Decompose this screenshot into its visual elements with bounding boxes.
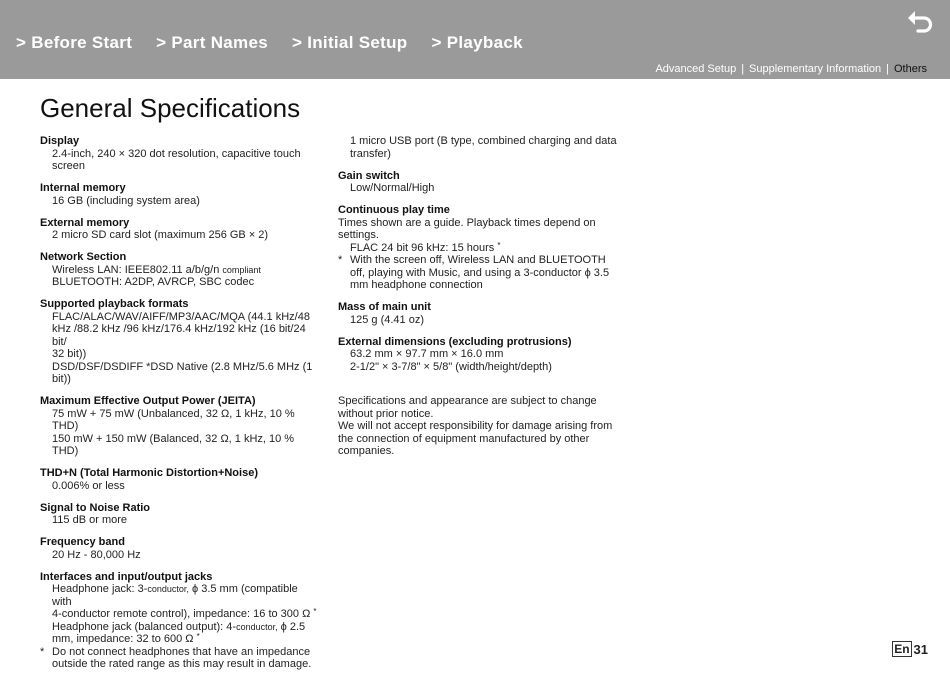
spec-title: Mass of main unit <box>338 301 431 313</box>
spec-title: Display <box>40 135 80 147</box>
spec-line <box>338 242 623 255</box>
notice-line: companies. <box>338 445 395 457</box>
spec-line: 2.4-inch, 240 × 320 dot resolution, capacitive touch <box>52 147 301 160</box>
spec-line: 150 mW + 150 mW (Balanced, 32 Ω, 1 kHz, 10 % THD) <box>52 432 295 457</box>
nav-playback[interactable]: > Playback <box>431 33 523 52</box>
page-number <box>892 641 928 657</box>
spec-interfaces <box>40 571 320 671</box>
spec-line: 20 Hz - 80,000 Hz <box>52 548 141 561</box>
spec-line: 125 g (4.41 oz) <box>350 313 424 326</box>
spec-title: Signal to Noise Ratio <box>40 501 151 514</box>
subnav-separator: | <box>741 63 745 75</box>
spec-external-memory <box>40 217 320 242</box>
spec-text: Headphone jack: 3- <box>52 583 148 595</box>
spec-line: transfer) <box>350 147 391 160</box>
spec-text: ϕ 2.5 <box>277 620 306 633</box>
spec-line: 63.2 mm × 97.7 mm × 16.0 mm <box>350 348 504 360</box>
section-nav <box>16 33 523 53</box>
spec-text: Headphone jack (balanced output): 4- <box>52 620 237 633</box>
spec-thd <box>40 467 320 492</box>
footnote-marker: * <box>338 254 343 266</box>
page-number-value: 31 <box>913 641 928 657</box>
spec-text: 4-conductor remote control), impedance: 16 to 300 Ω <box>52 608 314 620</box>
spec-text: Wireless LAN: IEEE802.11 a/b/g/n <box>52 263 223 276</box>
spec-text-small: compliant <box>222 264 261 275</box>
page-title: General Specifications <box>40 93 301 123</box>
footnote-marker: * <box>497 240 501 250</box>
spec-mass <box>338 301 623 326</box>
spec-text: mm, impedance: 32 to 600 Ω <box>52 633 197 645</box>
spec-title: Supported playback formats <box>40 298 189 310</box>
spec-line: 1 micro USB port (B type, combined charging and data <box>350 135 617 147</box>
spec-line <box>40 608 320 621</box>
spec-title: External memory <box>40 216 130 229</box>
spec-output-power <box>40 395 320 458</box>
notice-line: Specifications and appearance are subject to change <box>338 395 597 407</box>
spec-gain-switch <box>338 170 623 195</box>
spec-usb-port <box>338 135 623 160</box>
spec-line: kHz /88.2 kHz /96 kHz/176.4 kHz/192 kHz (16 bit/24 bit/ <box>52 323 306 348</box>
notice-line: the connection of equipment manufactured by other <box>338 432 590 445</box>
spec-text-small: conductor, <box>147 584 189 594</box>
spec-title: External dimensions (excluding protrusions) <box>338 335 572 348</box>
subnav-supplementary-information[interactable]: Supplementary Information <box>749 63 882 75</box>
notice-line: without prior notice. <box>338 407 434 420</box>
spec-display <box>40 135 320 173</box>
spec-line: bit)) <box>52 373 71 385</box>
spec-title: Frequency band <box>40 536 125 548</box>
spec-frequency-band <box>40 536 320 561</box>
spec-title: THD+N (Total Harmonic Distortion+Noise) <box>40 467 258 479</box>
spec-title: Continuous play time <box>338 204 450 216</box>
spec-line: 0.006% or less <box>52 479 125 492</box>
spec-line: 2 micro SD card slot (maximum 256 GB × 2) <box>52 229 269 241</box>
spec-title: Gain switch <box>338 169 400 182</box>
spec-line <box>40 264 320 277</box>
top-navigation-bar <box>0 0 950 79</box>
spec-line: 115 dB or more <box>52 514 128 526</box>
back-arrow-icon <box>906 8 936 38</box>
spec-line: 75 mW + 75 mW (Unbalanced, 32 Ω, 1 kHz, 10 % THD) <box>52 407 295 432</box>
notice-line: We will not accept responsibility for damage arising from <box>338 420 613 432</box>
nav-before-start[interactable]: > Before Start <box>16 33 133 52</box>
spec-line: FLAC/ALAC/WAV/AIFF/MP3/AAC/MQA (44.1 kHz/48 <box>52 310 310 323</box>
spec-title: Interfaces and input/output jacks <box>40 570 213 583</box>
language-badge: En <box>894 642 910 656</box>
spec-line <box>40 621 320 634</box>
subnav-advanced-setup[interactable]: Advanced Setup <box>655 63 737 75</box>
spec-line: 2-1/2" × 3-7/8" × 5/8" (width/height/depth) <box>350 360 552 373</box>
subnav-separator: | <box>886 63 889 75</box>
footnote-text: With the screen off, Wireless LAN and BLUETOOTH off, playing with Music, and using a 3-conductor ϕ 3.5 mm headphone connection <box>350 254 610 291</box>
sub-navigation <box>655 63 927 75</box>
spec-title: Internal memory <box>40 182 126 194</box>
footnote-marker: * <box>313 607 317 616</box>
back-button[interactable] <box>906 8 936 38</box>
spec-snr <box>40 502 320 527</box>
footnote <box>338 254 623 292</box>
nav-part-names[interactable]: > Part Names <box>156 33 268 52</box>
spec-line: 16 GB (including system area) <box>52 194 200 207</box>
specs-right-column <box>338 135 623 458</box>
spec-line <box>40 583 320 608</box>
footnote-text: Do not connect headphones that have an impedance outside the rated range as this may result in damage. <box>52 645 312 670</box>
subnav-others[interactable]: Others <box>893 63 927 75</box>
spec-text: FLAC 24 bit 96 kHz: 15 hours <box>350 241 498 254</box>
spec-line: Low/Normal/High <box>350 182 435 194</box>
footnote-marker: * <box>196 632 200 641</box>
spec-line: 32 bit)) <box>52 348 87 360</box>
spec-line: settings. <box>338 229 379 241</box>
nav-initial-setup[interactable]: > Initial Setup <box>291 33 408 52</box>
notice-paragraph <box>338 395 623 458</box>
spec-text: ϕ 3.5 mm (compatible with <box>52 583 298 608</box>
spec-supported-formats <box>40 298 320 386</box>
spec-line: screen <box>52 160 86 172</box>
spec-line: BLUETOOTH: A2DP, AVRCP, SBC codec <box>52 276 255 288</box>
spec-line <box>40 633 320 646</box>
footnote <box>40 646 320 671</box>
spec-title: Maximum Effective Output Power (JEITA) <box>40 395 256 407</box>
spec-internal-memory <box>40 182 320 207</box>
spec-line: Times shown are a guide. Playback times depend on <box>338 216 596 229</box>
spec-dimensions <box>338 336 623 374</box>
spec-network-section <box>40 251 320 289</box>
spec-text-small: conductor, <box>236 621 278 632</box>
footnote-marker: * <box>40 645 45 658</box>
spec-continuous-play <box>338 204 623 292</box>
spec-title: Network Section <box>40 251 127 263</box>
spec-line: DSD/DSF/DSDIFF *DSD Native (2.8 MHz/5.6 MHz (1 <box>52 360 313 373</box>
specs-left-column <box>40 135 320 680</box>
